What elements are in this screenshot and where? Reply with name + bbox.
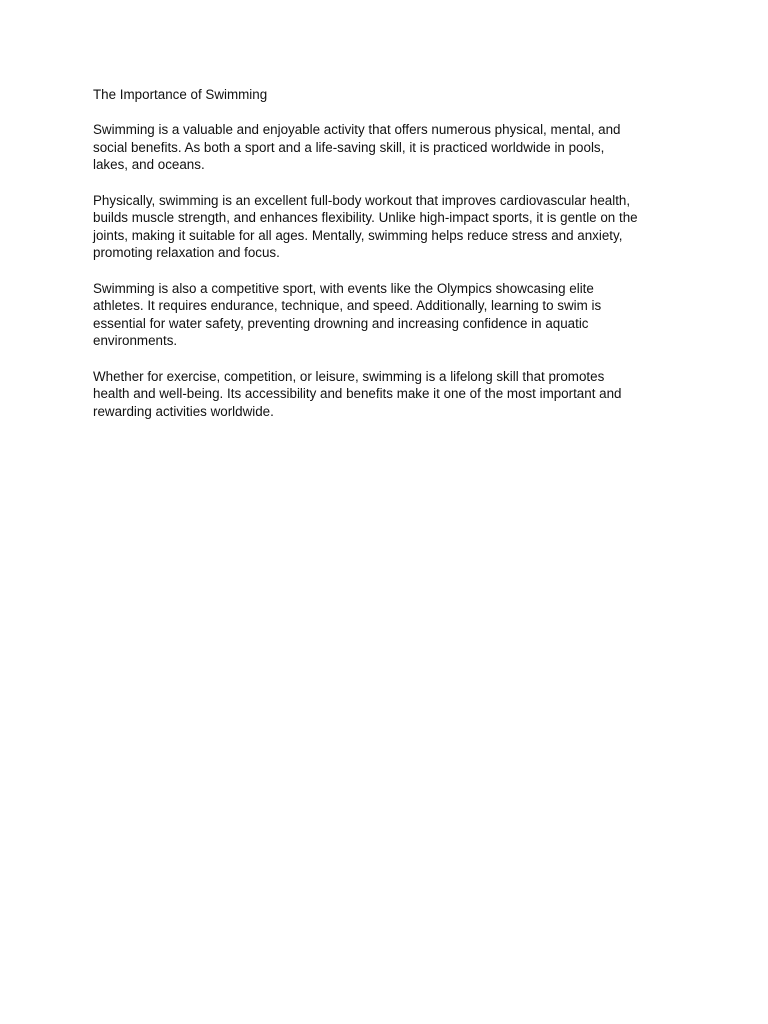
paragraph-line: environments.: [93, 333, 178, 349]
paragraph-line: essential for water safety, preventing drowning and increasing confidence in aquatic: [93, 315, 589, 331]
paragraph-conclusion: [93, 368, 683, 421]
paragraph-line: promoting relaxation and focus.: [93, 245, 280, 261]
document-body: [93, 86, 683, 438]
paragraph-intro: [93, 121, 683, 174]
paragraph-line: joints, making it suitable for all ages. Mentally, swimming helps reduce stress and anxiety,: [93, 227, 623, 243]
paragraph-line: Swimming is also a competitive sport, with events like the Olympics showcasing elite: [93, 280, 594, 296]
paragraph-competitive: [93, 280, 683, 350]
paragraph-line: Physically, swimming is an excellent full-body workout that improves cardiovascular health,: [93, 192, 631, 208]
paragraph-line: builds muscle strength, and enhances flexibility. Unlike high-impact sports, it is gentle on the: [93, 210, 638, 226]
paragraph-line: social benefits. As both a sport and a life-saving skill, it is practiced worldwide in pools,: [93, 139, 605, 155]
paragraph-line: rewarding activities worldwide.: [93, 403, 274, 419]
paragraph-line: health and well-being. Its accessibility and benefits make it one of the most important and: [93, 386, 622, 402]
paragraph-line: Swimming is a valuable and enjoyable activity that offers numerous physical, mental, and: [93, 122, 621, 138]
paragraph-line: lakes, and oceans.: [93, 157, 205, 173]
paragraph-physical: [93, 192, 683, 262]
paragraph-line: athletes. It requires endurance, technique, and speed. Additionally, learning to swim is: [93, 298, 602, 314]
document-title: The Importance of Swimming: [93, 87, 268, 102]
paragraph-line: Whether for exercise, competition, or leisure, swimming is a lifelong skill that promotes: [93, 368, 605, 384]
